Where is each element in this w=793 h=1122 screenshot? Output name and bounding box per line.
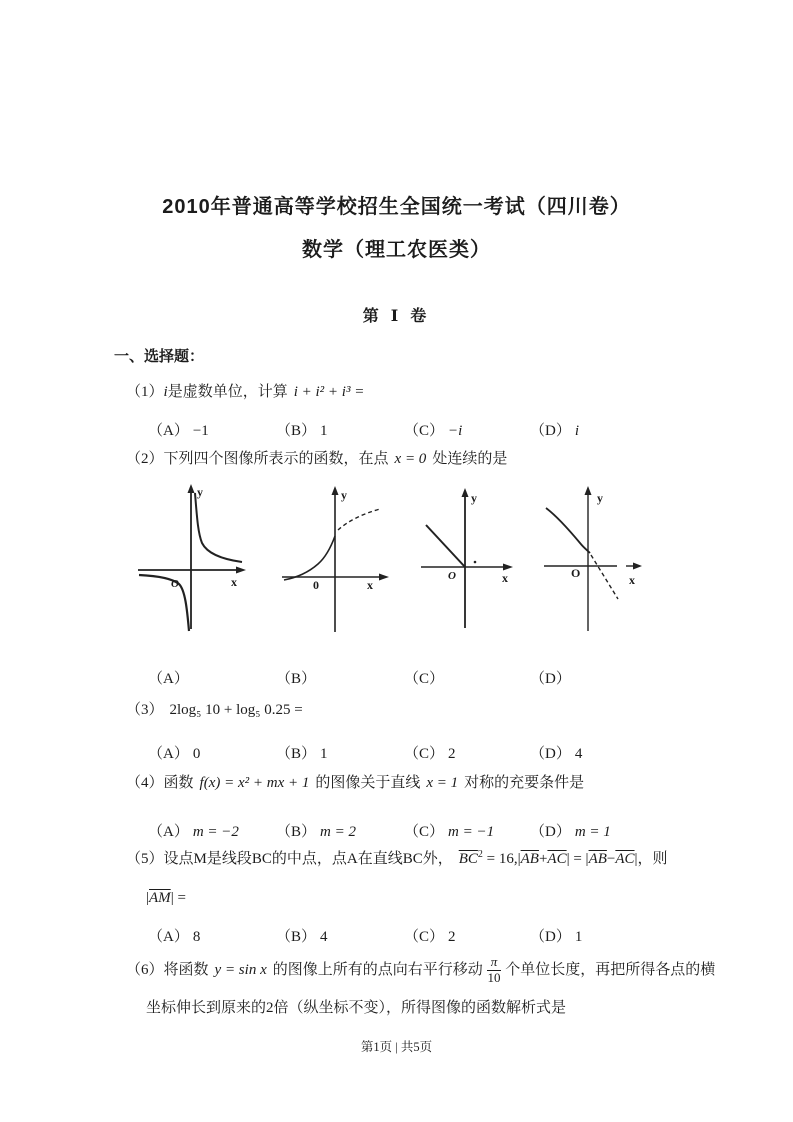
choice-label-d: （D） <box>530 671 571 687</box>
y-axis-label: y <box>471 491 477 505</box>
option-d: （D） 1 <box>530 929 583 945</box>
origin-label: O <box>571 566 581 580</box>
question-5-text-1: 设点M是线段BC的中点，点A在直线BC外， <box>163 851 453 867</box>
question-3 <box>126 700 303 720</box>
question-3-options <box>0 742 793 762</box>
question-1 <box>126 382 364 402</box>
choice-label-b: （B） <box>276 671 317 687</box>
question-6-line-2: 坐标伸长到原来的2倍（纵坐标不变），所得图像的函数解析式是 <box>146 1000 567 1016</box>
x-axis-label: x <box>629 573 635 587</box>
option-c: （C） −i <box>404 423 463 439</box>
option-b: （B） 4 <box>276 929 328 945</box>
question-2-text-2: 处连续的是 <box>432 451 508 467</box>
page-subtitle: 数学（理工农医类） <box>302 239 491 261</box>
question-1-number: （1） <box>126 384 164 400</box>
option-d: （D） m = 1 <box>530 824 611 840</box>
page-footer: 第1页 | 共5页 <box>360 1040 433 1054</box>
graph-c <box>418 488 518 633</box>
y-axis-label: y <box>341 488 347 502</box>
question-2-expr: x = 0 <box>394 451 427 467</box>
option-a: （A） 0 <box>148 746 201 762</box>
graph-b <box>280 485 395 635</box>
graph-d <box>538 485 650 635</box>
question-5: （5）设点M是线段BC的中点，点A在直线BC外， $\overline{BC}^2 = 16,|\overline{AB}+\overline{AC}| = |\overline{AB}-\overline{AC}|$，则 <box>126 849 668 867</box>
vector-ac: $\overline{AC}$ <box>547 851 567 867</box>
option-c: （C） 2 <box>404 929 456 945</box>
question-2-number: （2） <box>126 451 164 467</box>
question-4-expr-2: x = 1 <box>426 775 459 791</box>
question-4-text-1: 函数 <box>163 775 194 791</box>
option-d: （D） 4 <box>530 746 583 762</box>
question-3-expr: 2log₅ 10 + log₅ 0.25 = <box>169 702 303 718</box>
question-2 <box>126 449 507 469</box>
question-4-text-3: 对称的充要条件是 <box>464 775 585 791</box>
question-5-options <box>0 925 793 945</box>
question-5-text-2: ，则 <box>637 851 668 867</box>
question-3-number: （3） <box>126 702 164 718</box>
vector-ab: $\overline{AB}$ <box>520 851 539 867</box>
question-6-text-1: 将函数 <box>163 962 209 978</box>
volume-heading: 第 Ⅰ 卷 <box>362 308 431 325</box>
question-1-options <box>0 419 793 439</box>
x-axis-label: x <box>231 575 237 589</box>
vector-ab: $\overline{AB}$ <box>588 851 607 867</box>
option-c: （C） 2 <box>404 746 456 762</box>
question-4-number: （4） <box>126 775 164 791</box>
section-heading: 一、选择题： <box>114 349 205 365</box>
y-axis-label: y <box>597 491 603 505</box>
graph-a <box>135 483 255 633</box>
question-6-text-3: 个单位长度，再把所得各点的横 <box>505 962 716 978</box>
origin-label: O <box>171 578 179 590</box>
question-4-options <box>0 820 793 840</box>
origin-label: 0 <box>313 578 319 592</box>
question-4-expr-1: f(x) = x² + mx + 1 <box>199 775 310 791</box>
option-b: （B） 1 <box>276 746 328 762</box>
x-axis-label: x <box>367 578 373 592</box>
choice-label-c: （C） <box>404 671 445 687</box>
question-4-text-2: 的图像关于直线 <box>315 775 421 791</box>
option-d: （D） i <box>530 423 580 439</box>
choice-label-a: （A） <box>148 671 189 687</box>
question-1-expr: i + i² + i³ = <box>293 384 365 400</box>
option-a: （A） m = −2 <box>148 824 239 840</box>
question-1-text: 是虚数单位，计算 <box>167 384 288 400</box>
option-c: （C） m = −1 <box>404 824 495 840</box>
fraction-pi-over-10: $\frac{\pi}{10}$ <box>487 953 501 985</box>
option-a: （A） −1 <box>148 423 209 439</box>
question-2-choice-labels <box>0 667 793 687</box>
option-b: （B） m = 2 <box>276 824 356 840</box>
option-a: （A） 8 <box>148 929 201 945</box>
question-6 <box>126 952 715 988</box>
question-4 <box>126 773 584 793</box>
origin-label: O <box>448 570 456 582</box>
vector-ac: $\overline{AC}$ <box>615 851 635 867</box>
question-6-text-2: 的图像上所有的点向右平行移动 <box>272 962 483 978</box>
vector-am: $\overline{AM}$ <box>149 890 171 906</box>
vector-bc: $\overline{BC}$ <box>458 851 478 867</box>
option-b: （B） 1 <box>276 423 328 439</box>
page-title: 2010年普通高等学校招生全国统一考试（四川卷） <box>162 196 631 218</box>
x-axis-label: x <box>502 571 508 585</box>
question-5-number: （5） <box>126 851 164 867</box>
question-2-text-1: 下列四个图像所表示的函数，在点 <box>163 451 389 467</box>
y-axis-label: y <box>197 485 203 499</box>
question-5-line-2: $|\overline{AM}|$ = <box>146 890 186 906</box>
question-6-expr: y = sin x <box>214 962 267 978</box>
question-1-var: i <box>163 384 168 400</box>
question-6-number: （6） <box>126 962 164 978</box>
